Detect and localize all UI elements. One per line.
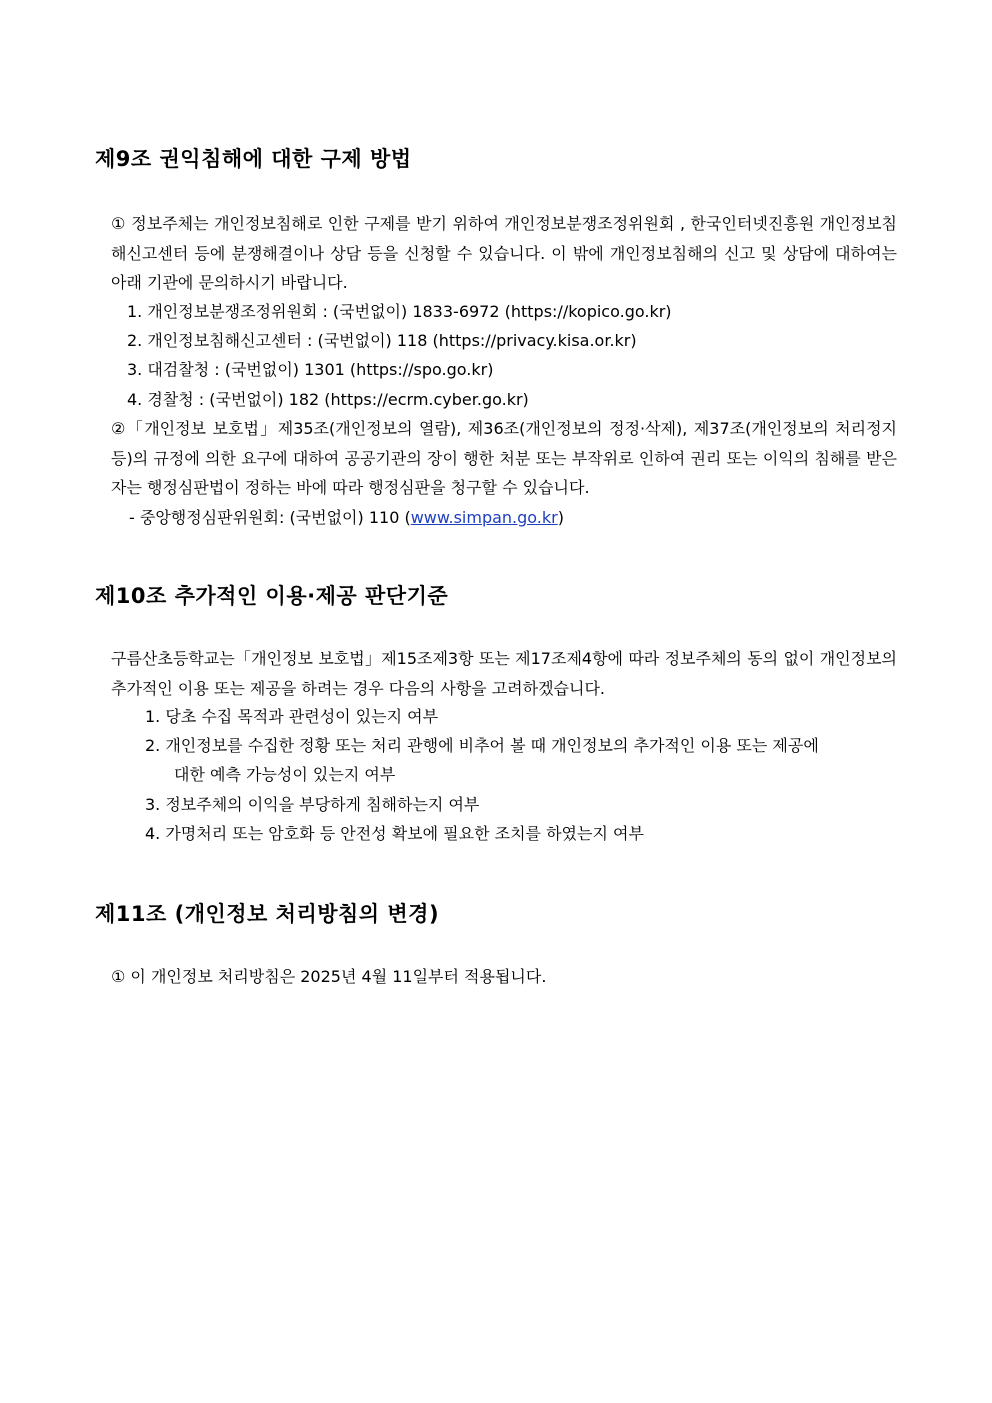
article-9-item-1: 1. 개인정보분쟁조정위원회 : (국번없이) 1833-6972 (https://kopico.go.kr) xyxy=(127,302,672,321)
article-9-sub-item xyxy=(129,503,564,533)
simpan-link[interactable]: www.simpan.go.kr xyxy=(410,508,558,527)
article-9-heading: 제9조 권익침해에 대한 구제 방법 xyxy=(95,147,412,171)
article-10-paragraph-1: 구름산초등학교는「개인정보 보호법」제15조제3항 또는 제17조제4항에 따라 정보주체의 동의 없이 개인정보의 추가적인 이용 또는 제공을 하려는 경우 다음의 사항을 고려하겠습니다. xyxy=(111,649,897,698)
article-10-item-1: 1. 당초 수집 목적과 관련성이 있는지 여부 xyxy=(145,707,439,726)
article-10-item-2: 2. 개인정보를 수집한 정황 또는 처리 관행에 비추어 볼 때 개인정보의 추가적인 이용 또는 제공에 xyxy=(145,736,819,755)
sub-item-suffix: ) xyxy=(557,508,564,527)
article-9-paragraph-1: ① 정보주체는 개인정보침해로 인한 구제를 받기 위하여 개인정보분쟁조정위원회 , 한국인터넷진흥원 개인정보침해신고센터 등에 분쟁해결이나 상담 등을 신청할 수 있습니다. 이 밖에 개인정보침해의 신고 및 상담에 대하여는 아래 기관에 문의하시기 바랍니다. xyxy=(111,214,897,292)
article-11-paragraph-1: ① 이 개인정보 처리방침은 2025년 4월 11일부터 적용됩니다. xyxy=(111,967,547,986)
article-11-heading: 제11조 (개인정보 처리방침의 변경) xyxy=(95,902,440,926)
article-9-item-3: 3. 대검찰청 : (국번없이) 1301 (https://spo.go.kr) xyxy=(127,360,494,379)
article-10-item-3: 3. 정보주체의 이익을 부당하게 침해하는지 여부 xyxy=(145,795,480,814)
article-9-item-4: 4. 경찰청 : (국번없이) 182 (https://ecrm.cyber.go.kr) xyxy=(127,390,529,409)
article-10-item-2-continued: 대한 예측 가능성이 있는지 여부 xyxy=(174,765,396,784)
article-10-heading: 제10조 추가적인 이용·제공 판단기준 xyxy=(95,584,449,608)
article-9-item-2: 2. 개인정보침해신고센터 : (국번없이) 118 (https://privacy.kisa.or.kr) xyxy=(127,331,637,350)
sub-item-prefix: - 중앙행정심판위원회: (국번없이) 110 ( xyxy=(129,508,411,527)
article-10-item-4: 4. 가명처리 또는 암호화 등 안전성 확보에 필요한 조치를 하였는지 여부 xyxy=(145,824,644,843)
article-9-paragraph-2: ②「개인정보 보호법」제35조(개인정보의 열람), 제36조(개인정보의 정정·삭제), 제37조(개인정보의 처리정지 등)의 규정에 의한 요구에 대하여 공공기관의 장이 행한 처분 또는 부작위로 인하여 권리 또는 이익의 침해를 받은 자는 행정심판법이 정하는 바에 따라 행정심판을 청구할 수 있습니다. xyxy=(111,419,897,497)
